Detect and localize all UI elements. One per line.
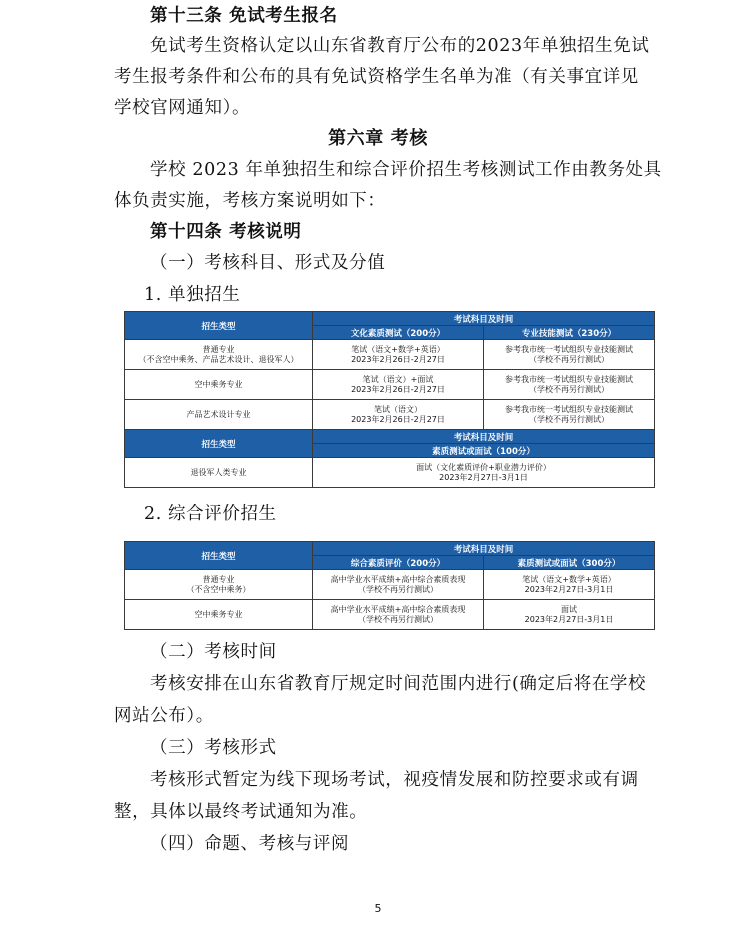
header-culture-test: 文化素质测试（200分） [313,326,484,340]
header-subjects-time: 考试科目及时间 [313,430,655,444]
cell-skill: 参考我市统一考试组织专业技能测试 （学校不再另行测试） [484,400,655,430]
table-single-enrollment [124,311,655,488]
table-row [125,600,655,630]
table-row [125,370,655,400]
cell-quality: 面试（文化素质评价+职业潜力评价） 2023年2月27日-3月1日 [313,458,655,488]
paragraph-line: 学校官网通知）。 [114,98,251,118]
article-14-title: 第十四条 考核说明 [150,222,302,242]
header-quality-test: 素质测试或面试（100分） [313,444,655,458]
section-heading: （一）考核科目、形式及分值 [150,253,386,273]
table-row [125,340,655,370]
cell-type: 产品艺术设计专业 [125,400,313,430]
section-heading: （三）考核形式 [150,738,277,758]
cell-comprehensive: 高中学业水平成绩+高中综合素质表现 （学校不再另行测试） [313,570,484,600]
paragraph-line: 体负责实施，考核方案说明如下： [114,191,386,211]
table-row [125,570,655,600]
cell-comprehensive: 高中学业水平成绩+高中综合素质表现 （学校不再另行测试） [313,600,484,630]
table-row [125,458,655,488]
article-13-title: 第十三条 免试考生报名 [150,6,338,26]
paragraph-line: 考生报考条件和公布的具有免试资格学生名单为准（有关事宜详见 [114,67,639,87]
subsection-heading: 1. 单独招生 [144,285,241,305]
header-subjects-time: 考试科目及时间 [313,542,655,556]
paragraph-line: 学校 2023 年单独招生和综合评价招生考核测试工作由教务处具 [150,160,662,180]
cell-skill: 参考我市统一考试组织专业技能测试 （学校不再另行测试） [484,340,655,370]
cell-type: 空中乘务专业 [125,370,313,400]
header-enrollment-type: 招生类型 [125,542,313,570]
paragraph-line: 免试考生资格认定以山东省教育厅公布的2023年单独招生免试 [150,36,650,56]
cell-skill: 参考我市统一考试组织专业技能测试 （学校不再另行测试） [484,370,655,400]
paragraph-line: 考核形式暂定为线下现场考试，视疫情发展和防控要求或有调 [150,770,639,790]
cell-type: 退役军人类专业 [125,458,313,488]
section-heading: （四）命题、考核与评阅 [150,834,350,854]
cell-type: 普通专业 （不含空中乘务、产品艺术设计、退役军人） [125,340,313,370]
page-number: 5 [374,902,382,915]
table-row [125,400,655,430]
cell-type: 普通专业 （不含空中乘务） [125,570,313,600]
table-comprehensive-enrollment [124,541,655,630]
cell-culture: 笔试（语文） 2023年2月26日-2月27日 [313,400,484,430]
cell-quality: 面试 2023年2月27日-3月1日 [484,600,655,630]
cell-culture: 笔试（语文+数学+英语） 2023年2月26日-2月27日 [313,340,484,370]
cell-culture: 笔试（语文）+面试 2023年2月26日-2月27日 [313,370,484,400]
paragraph-line: 整，具体以最终考试通知为准。 [114,802,368,822]
cell-type: 空中乘务专业 [125,600,313,630]
paragraph-line: 网站公布）。 [114,706,214,726]
subsection-heading: 2. 综合评价招生 [144,504,277,524]
header-comprehensive-eval: 综合素质评价（200分） [313,556,484,570]
header-enrollment-type: 招生类型 [125,430,313,458]
header-subjects-time: 考试科目及时间 [313,312,655,326]
header-enrollment-type: 招生类型 [125,312,313,340]
header-skill-test: 专业技能测试（230分） [484,326,655,340]
chapter-heading: 第六章 考核 [328,128,428,149]
paragraph-line: 考核安排在山东省教育厅规定时间范围内进行(确定后将在学校 [150,674,647,694]
section-heading: （二）考核时间 [150,642,277,662]
header-quality-test: 素质测试或面试（300分） [484,556,655,570]
cell-quality: 笔试（语文+数学+英语） 2023年2月27日-3月1日 [484,570,655,600]
